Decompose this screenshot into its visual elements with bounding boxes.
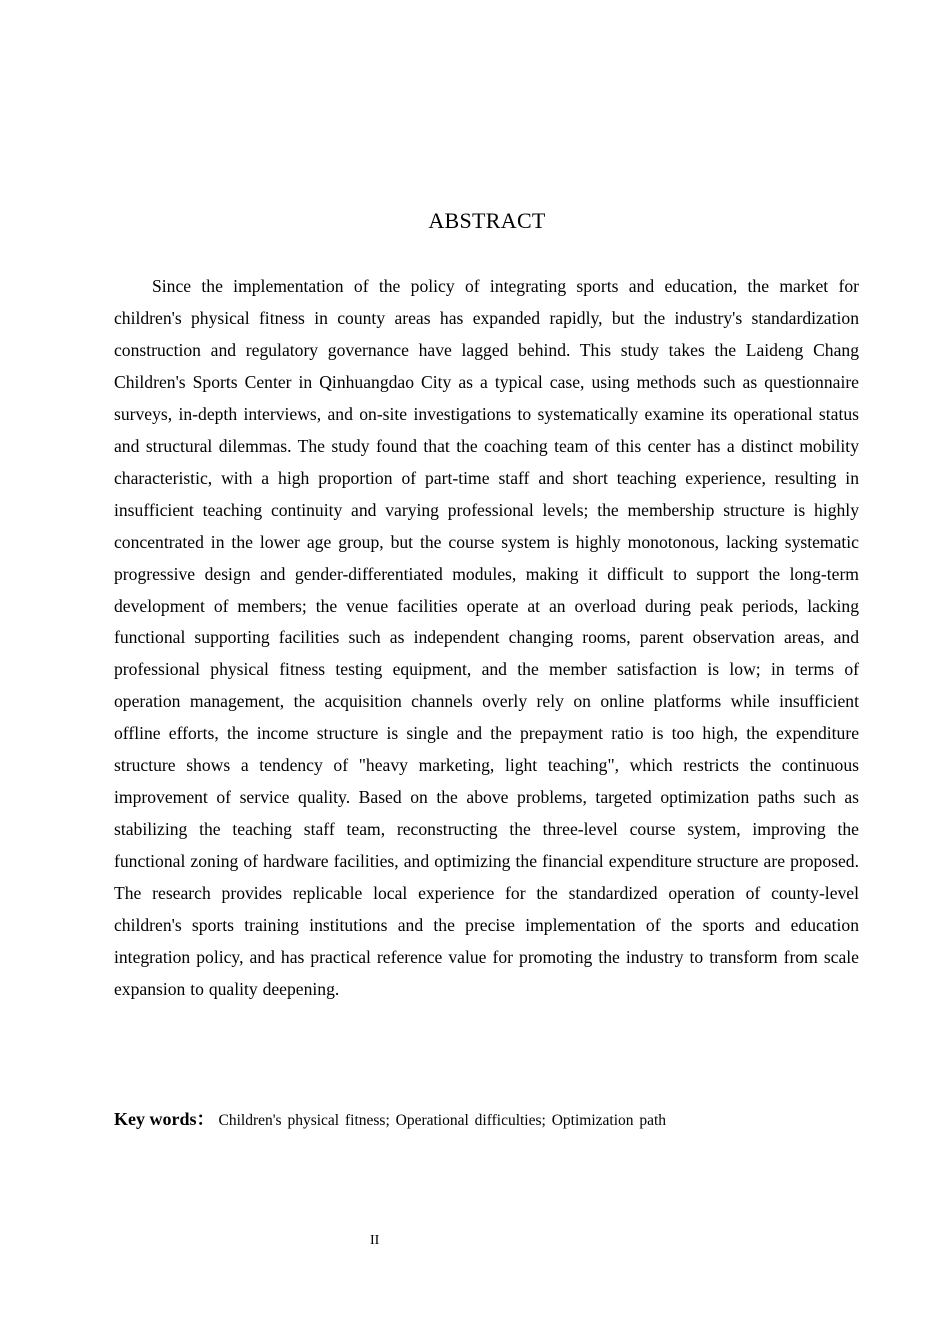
keywords-items: Children's physical fitness; Operational difficulties; Optimization path: [218, 1112, 667, 1129]
keywords-label: Key words：: [114, 1109, 215, 1129]
abstract-body: Since the implementation of the policy of integrating sports and education, the market for children's physical fitness in county areas has expanded rapidly, but the industry's standardization construction and regulatory governance have lagged behind. This study takes the Laideng Chang Children's Sports Center in Qinhuangdao City as a typical case, using methods such as questionnaire surveys, in-depth interviews, and on-site investigations to systematically examine its operational status and structural dilemmas. The study found that the coaching team of this center has a distinct mobility characteristic, with a high proportion of part-time staff and short teaching experience, resulting in insufficient teaching continuity and varying professional levels; the membership structure is highly concentrated in the lower age group, but the course system is highly monotonous, lacking systematic progressive design and gender-differentiated modules, making it difficult to support the long-term development of members; the venue facilities operate at an overload during peak periods, lacking functional supporting facilities such as independent changing rooms, parent observation areas, and professional physical fitness testing equipment, and the member satisfaction is low; in terms of operation management, the acquisition channels overly rely on online platforms while insufficient offline efforts, the income structure is single and the prepayment ratio is too high, the expenditure structure shows a tendency of "heavy marketing, light teaching", which restricts the continuous improvement of service quality. Based on the above problems, targeted optimization paths such as stabilizing the teaching staff team, reconstructing the three-level course system, improving the functional zoning of hardware facilities, and optimizing the financial expenditure structure are proposed. The research provides replicable local experience for the standardized operation of county-level children's sports training institutions and the precise implementation of the sports and education integration policy, and has practical reference value for promoting the industry to transform from scale expansion to quality deepening.: [114, 276, 859, 999]
page-number: II: [370, 1233, 380, 1248]
abstract-title: ABSTRACT: [428, 208, 546, 233]
keywords-line: [114, 1105, 859, 1131]
